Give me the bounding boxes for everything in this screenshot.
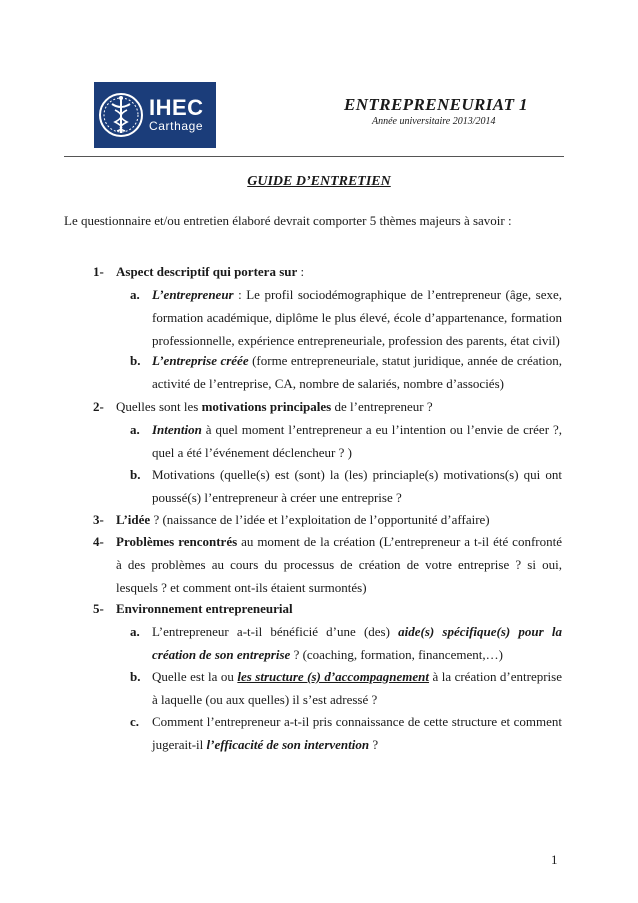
item-number: 4- bbox=[93, 534, 104, 549]
list-item-1: 1- Aspect descriptif qui portera sur : bbox=[96, 260, 562, 283]
list-item-4: 4- Problèmes rencontrés au moment de la création (L’entrepreneur a t-il été confronté à des problèmes au cours du processus de création de votre entreprise ? si oui, lesquels ? et comment ont-ils étaient surmontés) bbox=[96, 530, 562, 599]
sub-item-5a: a. L’entrepreneur a-t-il bénéficié d’une (des) aide(s) spécifique(s) pour la création de son entreprise ? (coaching, formation, financement,…) bbox=[130, 620, 562, 666]
item-number: 2- bbox=[93, 399, 104, 414]
sub-item-letter: b. bbox=[130, 353, 141, 368]
sub-item-letter: b. bbox=[130, 467, 141, 482]
item-number: 3- bbox=[93, 512, 104, 527]
sub-item-2b: b. Motivations (quelle(s) est (sont) la (les) princiaple(s) motivations(s) qui ont poussé(s) l’entrepreneur à créer une entreprise ? bbox=[130, 463, 562, 509]
intro-paragraph: Le questionnaire et/ou entretien élaboré devrait comporter 5 thèmes majeurs à savoir : bbox=[64, 213, 512, 228]
sub-item-letter: a. bbox=[130, 287, 140, 302]
ihec-logo bbox=[94, 82, 216, 148]
list-item-2: 2- Quelles sont les motivations principales de l’entrepreneur ? bbox=[96, 395, 562, 418]
sub-item-letter: a. bbox=[130, 422, 140, 437]
sub-item-2a: a. Intention à quel moment l’entrepreneur a eu l’intention ou l’envie de créer ?, quel a été l’événement déclencheur ? ) bbox=[130, 418, 562, 464]
academic-year: Année universitaire 2013/2014 bbox=[372, 116, 496, 127]
sub-item-1b: b. L’entreprise créée (forme entrepreneuriale, statut juridique, année de création, activité de l’entreprise, CA, nombre de salariés, nombre d’associés) bbox=[130, 349, 562, 395]
caduceus-emblem-icon bbox=[97, 85, 145, 145]
item-number: 5- bbox=[93, 601, 104, 616]
course-title: ENTREPRENEURIAT 1 bbox=[344, 95, 528, 114]
sub-item-5c: c. Comment l’entrepreneur a-t-il pris connaissance de cette structure et comment jugerait-il l’efficacité de son intervention ? bbox=[130, 710, 562, 756]
sub-item-5b: b. Quelle est la ou les structure (s) d’accompagnement à la création d’entreprise à laquelle (ou aux quelles) il s’est adressé ? bbox=[130, 665, 562, 711]
sub-item-letter: a. bbox=[130, 624, 140, 639]
list-item-3: 3- L’idée ? (naissance de l’idée et l’exploitation de l’opportunité d’affaire) bbox=[96, 508, 562, 531]
sub-item-letter: b. bbox=[130, 669, 141, 684]
sub-item-1a: a. L’entrepreneur : Le profil sociodémographique de l’entrepreneur (âge, sexe, formation académique, diplôme le plus élevé, école d’appartenance, formation professionnelle, expérience entrepreneuriale, profession des parents, état civil) bbox=[130, 283, 562, 352]
header-divider bbox=[64, 156, 564, 157]
list-item-5: 5- Environnement entrepreneurial bbox=[96, 597, 562, 620]
document-title: GUIDE D’ENTRETIEN bbox=[247, 174, 391, 189]
logo-primary-text: IHEC bbox=[149, 94, 204, 120]
page-number: 1 bbox=[551, 852, 558, 867]
logo-secondary-text: Carthage bbox=[149, 118, 204, 133]
item-number: 1- bbox=[93, 264, 104, 279]
sub-item-letter: c. bbox=[130, 714, 140, 729]
